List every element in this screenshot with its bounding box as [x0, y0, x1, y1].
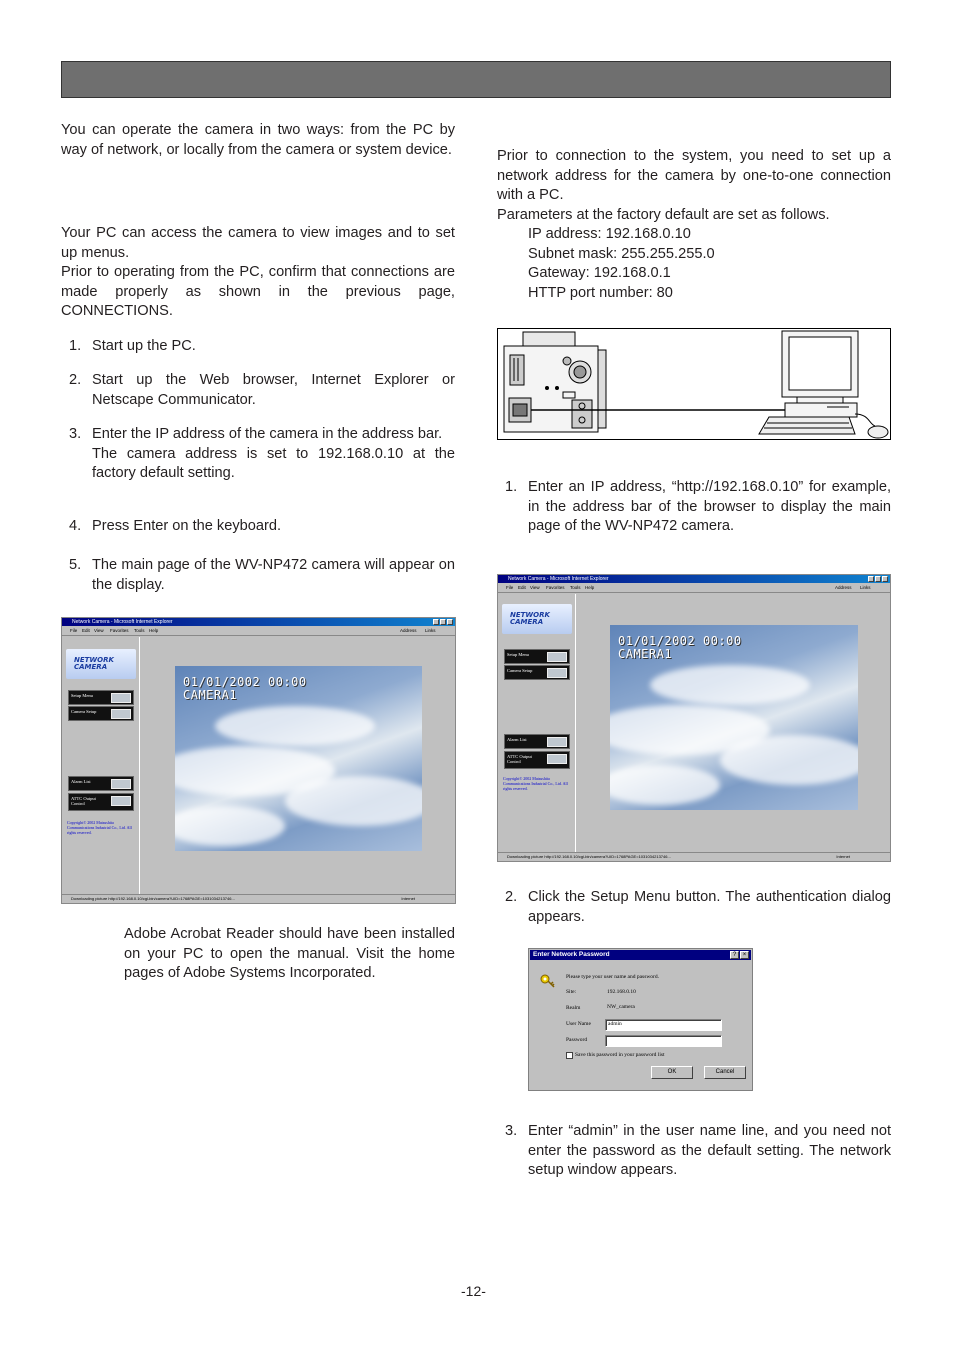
browser-status-bar — [62, 894, 455, 903]
close-button: × — [740, 951, 749, 959]
step-text: Press Enter on the keyboard. — [92, 518, 282, 534]
param-http-port: HTTP port number: 80 — [528, 284, 673, 301]
pc-access-paragraph: Your PC can access the camera to view images and to set up menus. — [61, 225, 455, 261]
password-input[interactable] — [605, 1035, 722, 1047]
camera-live-image — [175, 666, 422, 851]
params-intro: Parameters at the factory default are set as follows. — [497, 207, 830, 223]
browser-content — [498, 594, 890, 852]
browser-menu-bar — [498, 583, 890, 593]
window-controls — [433, 619, 453, 625]
setup-menu-button — [68, 690, 134, 705]
step-text: Enter an IP address, “http://192.168.0.10” for example, in the address bar of the browser to display the main page of the WV-NP472 camera. — [528, 479, 891, 534]
step-text: Start up the Web browser, Internet Explorer or Netscape Communicator. — [92, 372, 455, 408]
adobe-note: Adobe Acrobat Reader should have been installed on your PC to open the manual. Visit the home pages of Adobe Systems Incorporated. — [124, 926, 455, 981]
user-name-label: User Name — [566, 1021, 591, 1027]
right-step-2 — [505, 888, 891, 927]
camera-setup-button — [68, 706, 134, 721]
setup-menu-label: Setup Menu — [507, 652, 529, 657]
menu-file: File — [506, 585, 514, 590]
address-label: Address — [835, 585, 852, 590]
step-text: Enter the IP address of the camera in the address bar. — [92, 426, 443, 442]
browser-title: Network Camera - Microsoft Internet Explorer — [72, 619, 173, 625]
network-camera-logo — [66, 649, 136, 679]
alarm-list-button — [504, 734, 570, 749]
intro-paragraph: You can operate the camera in two ways: from the PC by way of network, or locally from the camera or system device. — [61, 122, 455, 158]
save-password-checkbox[interactable] — [566, 1052, 573, 1059]
camera-setup-label: Camera Setup — [507, 668, 533, 673]
param-ip: IP address: 192.168.0.10 — [528, 226, 691, 242]
help-button: ? — [730, 951, 739, 959]
attc-output-button — [504, 751, 570, 769]
ok-button[interactable]: OK — [651, 1066, 693, 1079]
address-label: Address — [400, 628, 417, 633]
step-number: 2. — [69, 372, 82, 388]
menu-favorites: Favorites — [546, 585, 565, 590]
status-text: Downloading picture http://192.168.0.10/cgi-bin/camera?UID=1768PAGE=1031034213746... — [507, 854, 671, 859]
menu-edit: Edit — [82, 628, 90, 633]
camera-setup-label: Camera Setup — [71, 709, 97, 714]
copyright-text: Copyright© 2002 Matsushita Communications Industrial Co., Ltd. All rights reserved. — [503, 776, 568, 791]
dialog-prompt: Please type your user name and password. — [566, 974, 660, 980]
password-label: Password — [566, 1037, 588, 1043]
setup-menu-label: Setup Menu — [71, 693, 93, 698]
right-step-3 — [505, 1122, 891, 1181]
step-text: Start up the PC. — [92, 338, 196, 354]
attc-output-label: ATTC Output Control — [71, 796, 96, 806]
menu-favorites: Favorites — [110, 628, 129, 633]
site-label: Site: — [566, 989, 577, 995]
status-text: Downloading picture http://192.168.0.10/cgi-bin/camera?UID=1768PAGE=1031034213746... — [71, 896, 235, 901]
links-label: Links — [860, 585, 871, 590]
step-number: 1. — [505, 479, 518, 495]
step-number: 1. — [69, 338, 82, 354]
browser-title-bar — [62, 618, 455, 626]
menu-tools: Tools — [134, 628, 145, 633]
window-controls — [868, 576, 888, 582]
section-header-bar — [61, 61, 891, 98]
dialog-title: Enter Network Password — [533, 951, 610, 958]
step-4 — [69, 517, 455, 537]
default-params-list — [528, 225, 888, 303]
right-prior-paragraph: Prior to connection to the system, you need to set up a network address for the camera by one-to-one connection with a PC. — [497, 148, 891, 203]
right-step-1 — [505, 478, 891, 537]
step-number: 5. — [69, 557, 82, 573]
realm-value: NW_camera — [607, 1004, 635, 1010]
osd-camera: CAMERA1 — [183, 688, 238, 702]
dialog-title-bar — [530, 950, 751, 960]
zone-text: Internet — [401, 896, 415, 901]
site-value: 192.168.0.10 — [607, 989, 636, 995]
step-number: 3. — [505, 1123, 518, 1139]
browser-title: Network Camera - Microsoft Internet Explorer — [508, 576, 609, 582]
menu-view: View — [530, 585, 540, 590]
param-subnet: Subnet mask: 255.255.255.0 — [528, 245, 715, 262]
step-5 — [69, 556, 455, 595]
logo-line-1: NETWORK — [510, 611, 550, 619]
cancel-button[interactable]: Cancel — [704, 1066, 746, 1079]
step-text: Enter “admin” in the user name line, and you need not enter the password as the default setting. The network setup window appears. — [528, 1123, 891, 1178]
camera-osd — [183, 676, 307, 702]
browser-screenshot-left — [61, 617, 456, 904]
menu-help: Help — [149, 628, 159, 633]
alarm-list-label: Alarm List — [71, 779, 91, 784]
menu-view: View — [94, 628, 104, 633]
setup-menu-button — [504, 649, 570, 664]
page-number: -12- — [461, 1283, 486, 1299]
camera-pc-connection-diagram — [497, 328, 891, 440]
osd-camera: CAMERA1 — [618, 647, 673, 661]
links-label: Links — [425, 628, 436, 633]
network-camera-logo — [502, 604, 572, 634]
user-name-input[interactable]: admin — [605, 1019, 722, 1031]
menu-help: Help — [585, 585, 595, 590]
browser-title-bar — [498, 575, 890, 583]
step-number: 3. — [69, 426, 82, 442]
key-icon — [540, 974, 556, 988]
browser-screenshot-right — [497, 574, 891, 862]
menu-tools: Tools — [570, 585, 581, 590]
zone-text: Internet — [836, 854, 850, 859]
step-number: 2. — [505, 889, 518, 905]
camera-osd — [618, 635, 742, 661]
camera-sidebar — [62, 637, 140, 894]
camera-rear-icon — [504, 332, 606, 432]
enter-network-password-dialog — [528, 948, 753, 1091]
menu-file: File — [70, 628, 78, 633]
step-text: The main page of the WV-NP472 camera will appear on the display. — [92, 557, 455, 593]
realm-label: Realm — [566, 1005, 581, 1011]
browser-menu-bar — [62, 626, 455, 636]
step-2 — [69, 371, 455, 410]
camera-live-image — [610, 625, 858, 810]
param-gateway: Gateway: 192.168.0.1 — [528, 265, 671, 281]
step-1 — [69, 337, 455, 357]
attc-output-button — [68, 793, 134, 811]
osd-date: 01/01/2002 00:00 — [618, 634, 742, 648]
step-3 — [69, 425, 455, 484]
step-text: Click the Setup Menu button. The authentication dialog appears. — [528, 889, 891, 925]
browser-status-bar — [498, 852, 890, 861]
osd-date: 01/01/2002 00:00 — [183, 675, 307, 689]
copyright-text: Copyright© 2002 Matsushita Communications Industrial Co., Ltd. All rights reserved. — [67, 820, 132, 835]
browser-content — [62, 637, 455, 894]
save-password-label: Save this password in your password list — [575, 1052, 665, 1058]
step-number: 4. — [69, 518, 82, 534]
alarm-list-label: Alarm List — [507, 737, 527, 742]
step-subtext: The camera address is set to 192.168.0.10 at the factory default setting. — [92, 445, 455, 481]
logo-line-2: CAMERA — [74, 663, 108, 671]
logo-line-1: NETWORK — [74, 656, 114, 664]
logo-line-2: CAMERA — [510, 618, 544, 626]
alarm-list-button — [68, 776, 134, 791]
menu-edit: Edit — [518, 585, 526, 590]
prior-paragraph: Prior to operating from the PC, confirm that connections are made properly as shown in the previous page, CONNECTIONS. — [61, 264, 455, 319]
camera-sidebar — [498, 594, 576, 852]
attc-output-label: ATTC Output Control — [507, 754, 532, 764]
camera-setup-button — [504, 665, 570, 680]
